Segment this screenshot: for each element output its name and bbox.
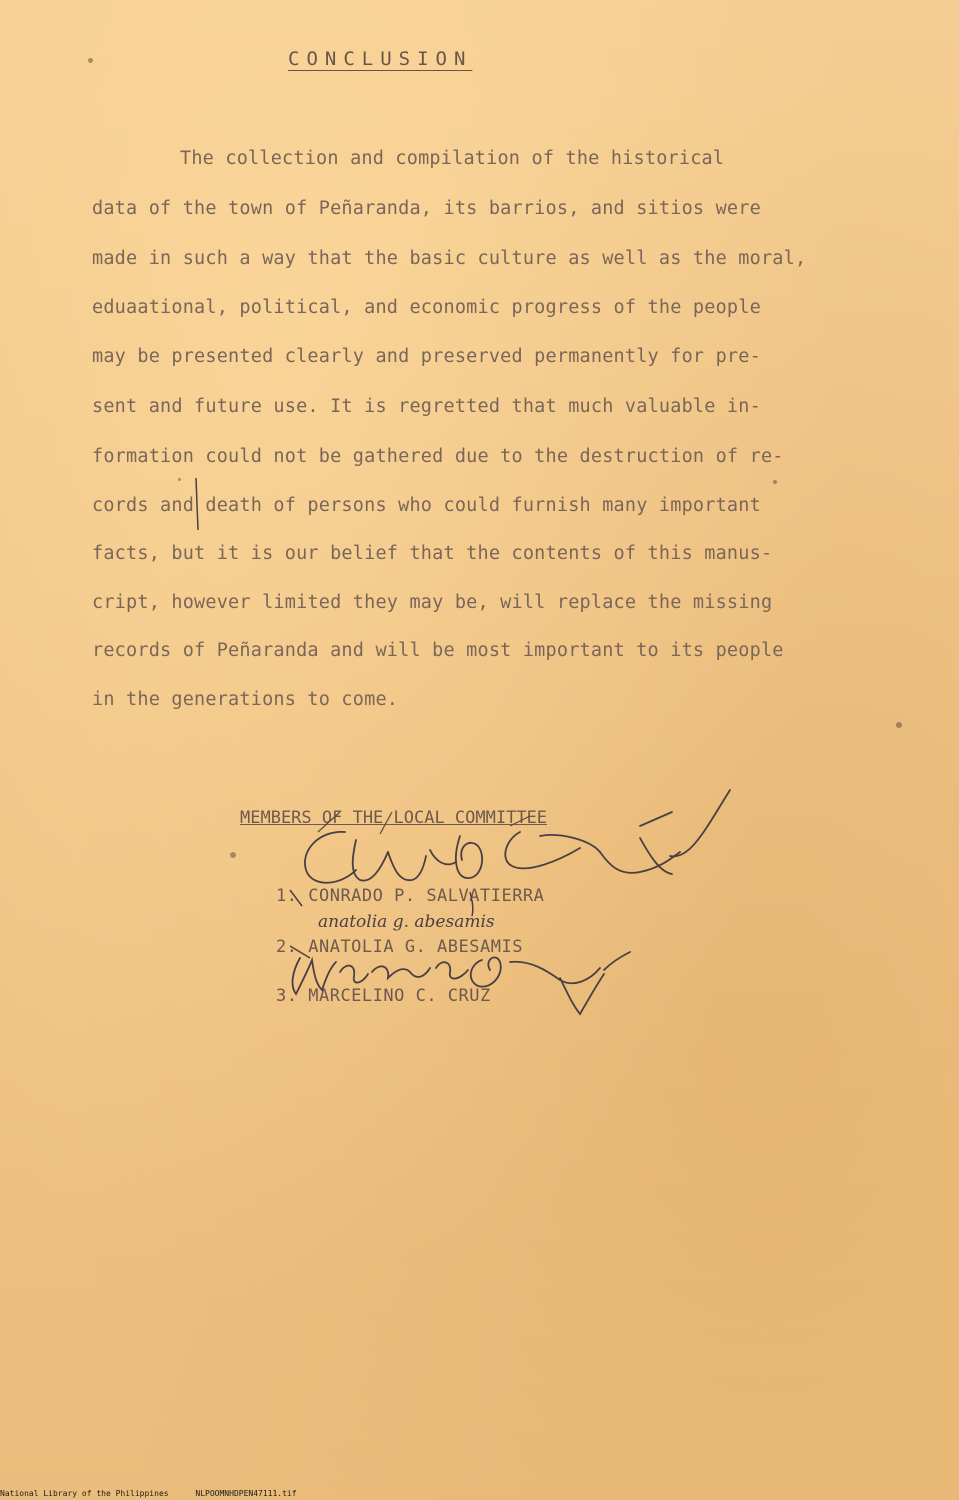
paper-speck xyxy=(896,722,902,728)
paragraph-line: made in such a way that the basic culture as well as the moral, xyxy=(92,248,807,269)
paragraph-line: facts, but it is our belief that the contents of this manus- xyxy=(92,543,773,564)
paragraph-line: sent and future use. It is regretted that much valuable in- xyxy=(92,396,761,417)
paper-speck xyxy=(178,478,181,481)
footer-library: National Library of the Philippines xyxy=(0,1489,169,1498)
paragraph-line: data of the town of Peñaranda, its barrios, and sitios were xyxy=(92,198,761,219)
paragraph-line: formation could not be gathered due to the destruction of re- xyxy=(92,446,784,467)
paragraph-line: eduaational, political, and economic progress of the people xyxy=(92,297,761,318)
member-name: ANATOLIA G. ABESAMIS xyxy=(308,937,523,957)
page-title: CONCLUSION xyxy=(288,48,473,70)
paper-speck xyxy=(88,58,93,63)
paper-speck xyxy=(773,480,777,484)
committee-member xyxy=(276,886,544,906)
member-number: 3. xyxy=(276,986,298,1006)
member-number: 1. xyxy=(276,886,298,906)
paper-speck xyxy=(230,852,236,858)
paragraph-line: cript, however limited they may be, will replace the missing xyxy=(92,592,773,613)
paragraph-line: cords and death of persons who could furnish many important xyxy=(92,495,761,516)
committee-member xyxy=(276,986,491,1006)
footer xyxy=(0,1489,319,1498)
committee-heading: MEMBERS OF THE LOCAL COMMITTEE xyxy=(240,808,548,828)
paragraph-line: records of Peñaranda and will be most important to its people xyxy=(92,640,784,661)
committee-member xyxy=(276,937,523,957)
paragraph-line: The collection and compilation of the historical xyxy=(180,148,725,169)
handwritten-note: anatolia g. abesamis xyxy=(318,912,495,932)
signature-salvatierra xyxy=(305,790,730,883)
member-name: CONRADO P. SALVATIERRA xyxy=(308,886,545,906)
footer-filename: NLPOOMNHDPEN47111.tif xyxy=(195,1489,297,1498)
paragraph-line: in the generations to come. xyxy=(92,689,399,710)
member-number: 2. xyxy=(276,937,298,957)
paragraph-line: may be presented clearly and preserved permanently for pre- xyxy=(92,346,761,367)
member-name: MARCELINO C. CRUZ xyxy=(308,986,491,1006)
